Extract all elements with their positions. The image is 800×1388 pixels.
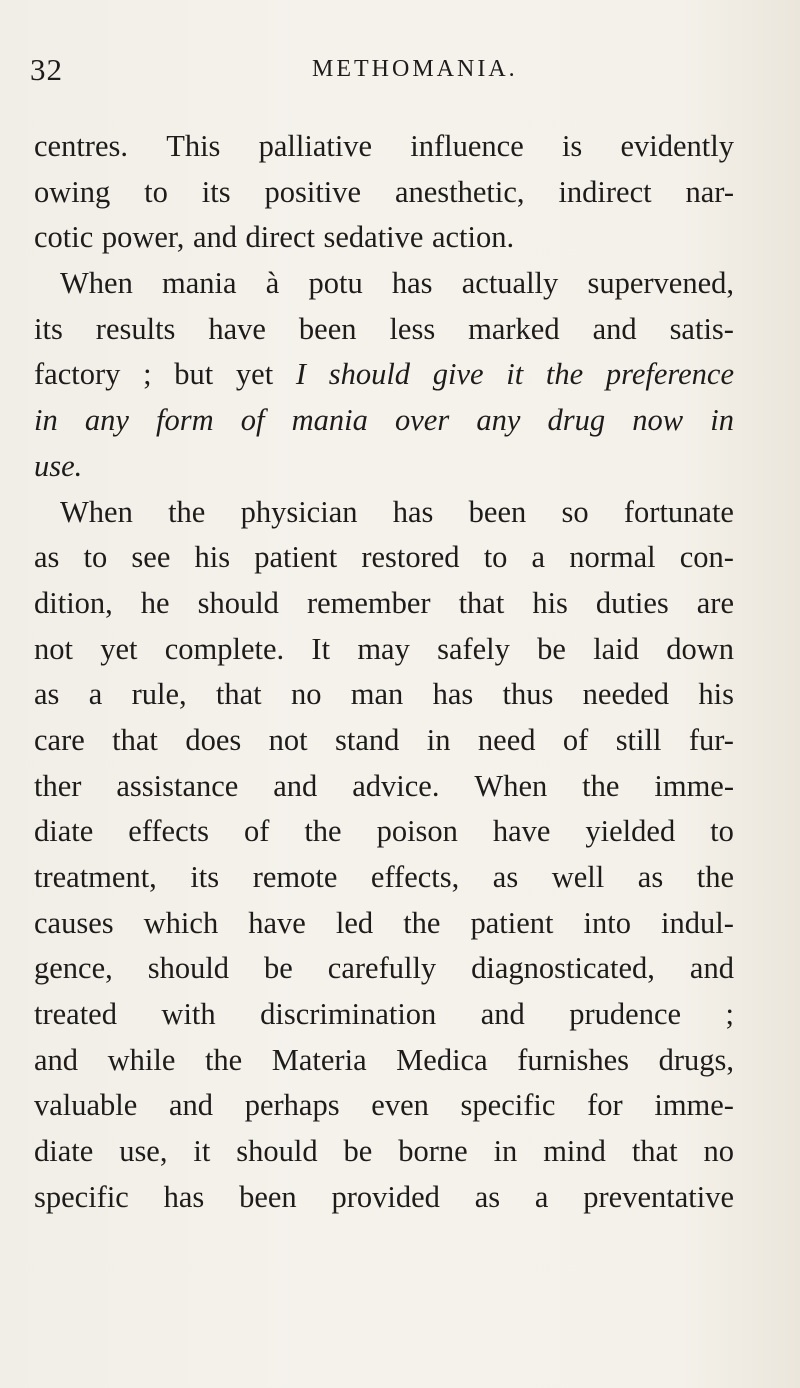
word: anesthetic, bbox=[394, 174, 525, 209]
word: valuable bbox=[34, 1088, 138, 1123]
word: a bbox=[531, 540, 546, 575]
word: be bbox=[264, 951, 293, 986]
text-line bbox=[34, 627, 734, 673]
word: the bbox=[204, 1042, 243, 1077]
word: poison bbox=[376, 814, 458, 849]
word: not bbox=[34, 631, 73, 666]
word: now bbox=[632, 403, 684, 438]
word: of bbox=[562, 722, 589, 757]
text-line bbox=[34, 718, 734, 764]
word: imme- bbox=[654, 768, 734, 803]
page-header bbox=[30, 52, 790, 92]
word: form bbox=[156, 403, 214, 438]
word: that bbox=[458, 585, 505, 620]
running-head: METHOMANIA. bbox=[312, 56, 518, 82]
word: palliative bbox=[258, 129, 373, 163]
text-line bbox=[34, 261, 734, 307]
word: should bbox=[147, 951, 230, 986]
text-line bbox=[34, 855, 734, 901]
word: his bbox=[532, 585, 568, 620]
word: and bbox=[592, 311, 637, 346]
word: and bbox=[192, 220, 238, 255]
word: duties bbox=[595, 585, 669, 620]
word: as bbox=[492, 860, 519, 894]
word: drug bbox=[547, 403, 606, 438]
word: owing bbox=[34, 174, 111, 209]
word: has bbox=[392, 494, 434, 529]
word: ; bbox=[725, 997, 734, 1032]
word: effects, bbox=[370, 860, 460, 894]
word: dition, bbox=[34, 585, 113, 620]
word: see bbox=[131, 540, 171, 575]
word: indul- bbox=[661, 905, 734, 940]
word: which bbox=[143, 905, 219, 940]
word: its bbox=[190, 860, 220, 894]
word: no bbox=[703, 1134, 734, 1169]
word: imme- bbox=[654, 1088, 734, 1123]
word: positive bbox=[264, 174, 362, 209]
word: any bbox=[476, 403, 521, 438]
word: use, bbox=[119, 1134, 168, 1169]
word: restored bbox=[361, 540, 460, 575]
word: has bbox=[432, 677, 474, 712]
word: à bbox=[265, 266, 280, 301]
word: treated bbox=[34, 997, 117, 1032]
word: con- bbox=[679, 540, 734, 575]
word: assistance bbox=[116, 768, 239, 803]
word: factory bbox=[34, 357, 121, 392]
word: has bbox=[391, 266, 433, 301]
word: centres. bbox=[34, 129, 128, 163]
word: use. bbox=[34, 448, 83, 483]
text-line bbox=[34, 124, 734, 170]
word: and bbox=[480, 997, 525, 1032]
word: that bbox=[112, 722, 158, 757]
word: supervened, bbox=[587, 266, 734, 301]
text-line bbox=[34, 444, 734, 490]
word: for bbox=[587, 1088, 623, 1123]
word: actually bbox=[461, 266, 559, 301]
text-line bbox=[34, 992, 734, 1038]
word: Materia bbox=[271, 1042, 367, 1077]
word: specific bbox=[34, 1179, 129, 1214]
word: When bbox=[60, 266, 133, 301]
word: while bbox=[107, 1042, 176, 1077]
word: into bbox=[583, 905, 631, 940]
word: any bbox=[84, 403, 129, 438]
word: need bbox=[477, 722, 536, 757]
text-line bbox=[34, 1038, 734, 1084]
text-line bbox=[34, 1129, 734, 1175]
word: should bbox=[236, 1134, 318, 1169]
word: man bbox=[350, 677, 404, 712]
word: to bbox=[483, 540, 508, 575]
word: his bbox=[698, 677, 734, 712]
word: and bbox=[689, 951, 734, 986]
text-line bbox=[34, 535, 734, 581]
word: its bbox=[34, 311, 63, 346]
word: in bbox=[493, 1134, 518, 1169]
word: a bbox=[88, 677, 103, 712]
word: have bbox=[492, 814, 551, 849]
text-line bbox=[34, 764, 734, 810]
word: as bbox=[34, 677, 60, 712]
word: This bbox=[166, 129, 221, 163]
word: less bbox=[389, 311, 436, 346]
word: It bbox=[311, 631, 331, 666]
word: have bbox=[208, 311, 266, 346]
word: nar- bbox=[685, 174, 734, 209]
word: complete. bbox=[164, 631, 285, 666]
word: its bbox=[201, 174, 231, 209]
word: yet bbox=[100, 631, 138, 666]
word: ther bbox=[34, 768, 82, 803]
word: in bbox=[34, 403, 58, 438]
word: well bbox=[551, 860, 605, 894]
word: mind bbox=[543, 1134, 606, 1169]
word: been bbox=[298, 311, 357, 346]
word: as bbox=[637, 860, 664, 894]
word: of bbox=[240, 403, 265, 438]
word: preventative bbox=[583, 1179, 734, 1214]
word: potu bbox=[308, 266, 363, 301]
word: and bbox=[273, 768, 318, 803]
body-text bbox=[34, 124, 734, 1221]
word: sedative bbox=[323, 220, 424, 255]
text-line bbox=[34, 672, 734, 718]
word: no bbox=[290, 677, 322, 712]
word: be bbox=[537, 631, 566, 666]
word: should bbox=[197, 585, 279, 620]
text-line bbox=[34, 946, 734, 992]
word: diate bbox=[34, 814, 94, 849]
word: Medica bbox=[396, 1042, 488, 1077]
word: to bbox=[144, 174, 168, 209]
text-line bbox=[34, 490, 734, 536]
word: discrimination bbox=[260, 997, 437, 1032]
word: carefully bbox=[327, 951, 437, 986]
word: so bbox=[561, 494, 589, 529]
word: normal bbox=[569, 540, 656, 575]
word: in bbox=[426, 722, 451, 757]
word: and bbox=[169, 1088, 214, 1123]
word: it bbox=[506, 357, 524, 392]
word: thus bbox=[502, 677, 554, 712]
word: satis- bbox=[669, 311, 734, 346]
word: drugs, bbox=[658, 1042, 734, 1077]
word: perhaps bbox=[244, 1088, 340, 1123]
word: in bbox=[710, 403, 734, 438]
word: to bbox=[83, 540, 108, 575]
word: patient bbox=[470, 905, 554, 940]
page-number: 32 bbox=[30, 52, 63, 87]
word: give bbox=[432, 357, 484, 392]
word: and bbox=[34, 1042, 79, 1077]
word: is bbox=[561, 129, 583, 163]
word: remote bbox=[252, 860, 338, 894]
word: as bbox=[34, 540, 60, 575]
word: but bbox=[174, 357, 214, 392]
word: diate bbox=[34, 1134, 94, 1169]
word: care bbox=[34, 722, 85, 757]
word: direct bbox=[245, 220, 315, 255]
word: prudence bbox=[569, 997, 682, 1032]
word: mania bbox=[291, 403, 368, 438]
word: not bbox=[268, 722, 308, 757]
text-line bbox=[34, 215, 734, 261]
word: needed bbox=[582, 677, 670, 712]
text-line bbox=[34, 170, 734, 216]
word: that bbox=[631, 1134, 678, 1169]
word: fur- bbox=[688, 722, 734, 757]
word: treatment, bbox=[34, 860, 157, 894]
word: he bbox=[140, 585, 170, 620]
word: been bbox=[239, 1179, 297, 1214]
word: stand bbox=[335, 722, 400, 757]
text-line bbox=[34, 1083, 734, 1129]
word: When bbox=[60, 494, 133, 529]
word: laid bbox=[593, 631, 639, 666]
word: the bbox=[696, 860, 734, 894]
word: marked bbox=[468, 311, 560, 346]
word: cotic bbox=[34, 220, 94, 255]
word: down bbox=[666, 631, 734, 666]
text-line bbox=[34, 901, 734, 947]
word: rule, bbox=[131, 677, 187, 712]
word: a bbox=[534, 1179, 549, 1214]
word: has bbox=[163, 1179, 205, 1214]
word: may bbox=[357, 631, 410, 666]
word: the bbox=[168, 494, 206, 529]
word: still bbox=[615, 722, 662, 757]
word: to bbox=[710, 814, 734, 849]
word: should bbox=[328, 357, 411, 392]
word: patient bbox=[254, 540, 338, 575]
word: influence bbox=[410, 129, 524, 163]
word: fortunate bbox=[623, 494, 734, 529]
text-line bbox=[34, 398, 734, 444]
word: does bbox=[185, 722, 242, 757]
word: of bbox=[243, 814, 270, 849]
word: indirect bbox=[558, 174, 652, 209]
word: evidently bbox=[620, 129, 734, 163]
word: furnishes bbox=[517, 1042, 630, 1077]
text-line bbox=[34, 307, 734, 353]
word: been bbox=[468, 494, 527, 529]
word: as bbox=[474, 1179, 501, 1214]
word: have bbox=[248, 905, 306, 940]
word: I bbox=[295, 357, 307, 392]
word: the bbox=[582, 768, 620, 803]
word: power, bbox=[101, 220, 185, 255]
text-line bbox=[34, 352, 734, 398]
word: the bbox=[403, 905, 441, 940]
word: effects bbox=[128, 814, 209, 849]
word: be bbox=[343, 1134, 373, 1169]
word: are bbox=[696, 585, 734, 620]
text-line bbox=[34, 1175, 734, 1221]
word: mania bbox=[162, 266, 237, 301]
word: yielded bbox=[585, 814, 676, 849]
text-line bbox=[34, 809, 734, 855]
word: ; bbox=[143, 357, 152, 392]
word: led bbox=[335, 905, 374, 940]
word: his bbox=[194, 540, 231, 575]
word: When bbox=[474, 768, 548, 803]
word: provided bbox=[331, 1179, 440, 1214]
word: safely bbox=[437, 631, 510, 666]
word: action. bbox=[431, 220, 515, 255]
word: borne bbox=[398, 1134, 468, 1169]
word: advice. bbox=[352, 768, 440, 803]
word: with bbox=[161, 997, 216, 1032]
word: causes bbox=[34, 905, 114, 940]
word: even bbox=[371, 1088, 429, 1123]
word: results bbox=[95, 311, 176, 346]
word: it bbox=[193, 1134, 211, 1169]
word: remember bbox=[306, 585, 431, 620]
word: preference bbox=[605, 357, 734, 392]
word: diagnosticated, bbox=[471, 951, 655, 986]
word: yet bbox=[235, 357, 274, 392]
text-line bbox=[34, 581, 734, 627]
word: over bbox=[395, 403, 450, 438]
word: the bbox=[545, 357, 584, 392]
word: the bbox=[304, 814, 342, 849]
word: physician bbox=[240, 494, 358, 529]
word: that bbox=[215, 677, 262, 712]
word: specific bbox=[460, 1088, 556, 1123]
word: gence, bbox=[34, 951, 113, 986]
